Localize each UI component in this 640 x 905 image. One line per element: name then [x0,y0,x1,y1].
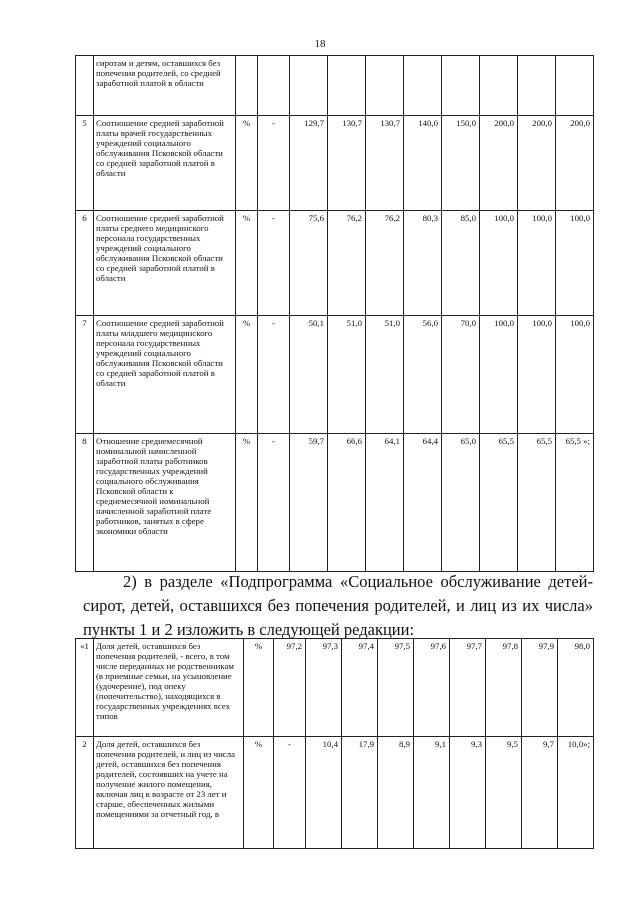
value-cell: 97,8 [486,639,522,737]
value-cell: 97,7 [450,639,486,737]
value-cell: 100,0 [480,316,518,434]
value-cell: 64,4 [404,434,442,572]
paragraph-text: 2) в разделе «Подпрограмма «Социальное обслуживание детей-сирот, детей, оставшихся без попечения родителей, и лиц из их числа» пункты 1 и 2 изложить в следующей редакции: [83,572,593,639]
value-cell: 75,6 [290,211,328,316]
table-row [76,737,594,849]
value-cell: 66,6 [328,434,366,572]
value-cell: 65,5 [518,434,556,572]
base-value: - [258,116,290,211]
indicator-name: Доля детей, оставшихся без попечения родителей, и лиц из числа детей, оставшихся без попечения родителей, состоявших на учете на получение жилого помещения, включая лиц в возрасте от 23 лет и старше, обеспеченных жилыми помещениями за отчетный год, в [94,737,244,849]
indicators-table-2 [75,638,594,849]
indicator-name: Отношение среднемесячной номинальной начисленной заработной платы работников государственных учреждений социального обслуживания Псковской области к среднемесячной номинальной начисленной заработной плате работников, занятых в сфере экономики области [94,434,236,572]
unit-cell: % [236,116,258,211]
value-cell: 65,5 »; [556,434,594,572]
base-value: - [258,211,290,316]
value-cell: 65,5 [480,434,518,572]
value-cell: 100,0 [480,211,518,316]
unit-cell: % [236,211,258,316]
row-number: 6 [76,211,94,316]
indicator-name: Соотношение средней заработной платы среднего медицинского персонала государственных учреждений социального обслуживания Псковской области со средней заработной платой в области [94,211,236,316]
table-row [76,434,594,572]
value-cell: 150,0 [442,116,480,211]
base-value: 97,2 [274,639,306,737]
value-cell: 200,0 [480,116,518,211]
indicators-table-1 [75,55,594,572]
value-cell: 97,5 [378,639,414,737]
indicator-name: Соотношение средней заработной платы врачей государственных учреждений социального обслуживания Псковской области со средней заработной платой в области [94,116,236,211]
indicator-name: Соотношение средней заработной платы младшего медицинского персонала государственных учреждений социального обслуживания Псковской области со средней заработной платой в области [94,316,236,434]
value-cell: 70,0 [442,316,480,434]
row-number: 8 [76,434,94,572]
value-cell: 80,3 [404,211,442,316]
value-cell: 97,9 [522,639,558,737]
table-row [76,56,594,116]
value-cell: 51,0 [328,316,366,434]
value-cell: 10,0»; [558,737,594,849]
value-cell: 65,0 [442,434,480,572]
value-cell: 76,2 [366,211,404,316]
indicator-name: Доля детей, оставшихся без попечения родителей, - всего, в том числе переданных не родственникам (в приемные семьи, на усыновление (удочерение), под опеку (попечительство), находящихся в государственных учреждениях всех типов [94,639,244,737]
base-value: - [274,737,306,849]
page-number: 18 [314,38,326,50]
value-cell: 98,0 [558,639,594,737]
value-cell: 50,1 [290,316,328,434]
base-value: - [258,434,290,572]
base-value: - [258,316,290,434]
value-cell: 129,7 [290,116,328,211]
unit-cell: % [236,316,258,434]
value-cell: 76,2 [328,211,366,316]
value-cell: 97,4 [342,639,378,737]
value-cell: 97,3 [306,639,342,737]
row-number: 2 [76,737,94,849]
value-cell: 9,1 [414,737,450,849]
value-cell: 85,0 [442,211,480,316]
value-cell: 130,7 [328,116,366,211]
table-row [76,116,594,211]
value-cell: 200,0 [556,116,594,211]
row-number: «1 [76,639,94,737]
value-cell: 9,5 [486,737,522,849]
value-cell: 51,0 [366,316,404,434]
value-cell: 97,6 [414,639,450,737]
value-cell: 64,1 [366,434,404,572]
unit-cell: % [244,639,274,737]
value-cell: 9,3 [450,737,486,849]
value-cell: 10,4 [306,737,342,849]
value-cell: 100,0 [518,211,556,316]
value-cell: 8,9 [378,737,414,849]
value-cell: 59,7 [290,434,328,572]
value-cell: 100,0 [556,211,594,316]
table-row [76,211,594,316]
row-number: 5 [76,116,94,211]
value-cell: 200,0 [518,116,556,211]
row-number: 7 [76,316,94,434]
value-cell: 130,7 [366,116,404,211]
continuation-cell: сиротам и детям, оставшихся без попечения родителей, со средней заработной платой в области [94,56,236,116]
value-cell: 100,0 [518,316,556,434]
value-cell: 140,0 [404,116,442,211]
value-cell: 56,0 [404,316,442,434]
table-row [76,316,594,434]
value-cell: 100,0 [556,316,594,434]
unit-cell: % [236,434,258,572]
value-cell: 9,7 [522,737,558,849]
table-row [76,639,594,737]
unit-cell: % [244,737,274,849]
value-cell: 17,9 [342,737,378,849]
amendment-paragraph [83,570,593,642]
